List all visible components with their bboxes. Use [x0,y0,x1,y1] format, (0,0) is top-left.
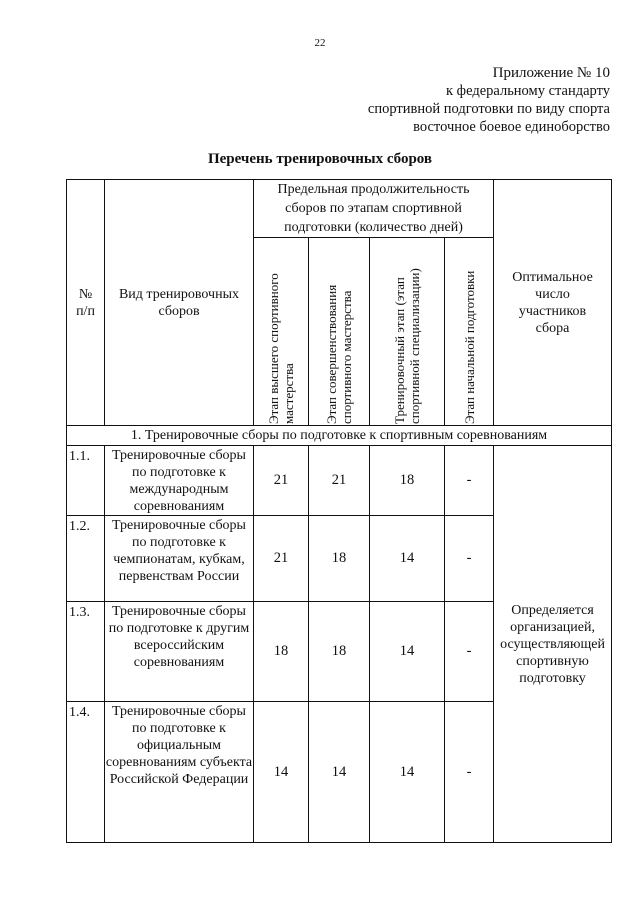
row-value-stage-4: - [445,446,494,516]
row-name: Тренировочные сборы по подготовке к международным соревнованиям [105,446,254,516]
header-stage-3-cell [370,238,445,426]
row-value-stage-3: 14 [370,602,445,702]
appendix-line-2: к федеральному стандарту [446,83,610,99]
header-duration: Предельная продолжительность сборов по этапам спортивной подготовки (количество дней) [254,180,494,238]
row-num: 1.3. [67,602,105,702]
row-value-stage-2: 18 [309,602,370,702]
document-title: Перечень тренировочных сборов [207,151,433,167]
row-value-stage-4: - [445,702,494,843]
row-value-stage-2: 18 [309,516,370,602]
header-num: № п/п [67,180,105,426]
row-value-stage-2: 21 [309,446,370,516]
table-row [67,446,612,516]
row-name: Тренировочные сборы по подготовке к чемпионатам, кубкам, первенствам России [105,516,254,602]
row-value-stage-1: 21 [254,446,309,516]
training-camps-table [66,179,612,843]
row-value-stage-3: 18 [370,446,445,516]
appendix-header [368,64,610,136]
optimal-note: Определяется организацией, осуществляющей спортивную подготовку [494,446,612,843]
appendix-line-3: спортивной подготовки по виду спорта [367,101,610,117]
appendix-line-1: Приложение № 10 [492,65,610,81]
row-num: 1.2. [67,516,105,602]
header-stage-4-cell [445,238,494,426]
row-value-stage-2: 14 [309,702,370,843]
header-stage-1: Этап высшего спортивного мастерства [266,272,296,424]
header-row-1 [67,180,612,238]
row-value-stage-3: 14 [370,702,445,843]
row-value-stage-1: 18 [254,602,309,702]
section-title: 1. Тренировочные сборы по подготовке к спортивным соревнованиям [67,426,612,446]
header-stage-2-cell [309,238,370,426]
page-number: 22 [314,37,326,49]
header-type: Вид тренировочных сборов [105,180,254,426]
header-stage-1-cell [254,238,309,426]
row-num: 1.4. [67,702,105,843]
row-value-stage-4: - [445,516,494,602]
row-value-stage-1: 21 [254,516,309,602]
header-optimal: Оптимальное число участников сбора [494,180,612,426]
header-stage-3: Тренировочный этап (этап спортивной специализации) [392,267,422,424]
appendix-line-4: восточное боевое единоборство [413,119,610,135]
row-name: Тренировочные сборы по подготовке к официальным соревнованиям субъекта Российской Федерации [105,702,254,843]
row-num: 1.1. [67,446,105,516]
row-value-stage-1: 14 [254,702,309,843]
row-value-stage-3: 14 [370,516,445,602]
section-row [67,426,612,446]
header-stage-4: Этап начальной подготовки [461,270,477,424]
row-value-stage-4: - [445,602,494,702]
header-stage-2: Этап совершенствования спортивного мастерства [324,284,354,424]
row-name: Тренировочные сборы по подготовке к другим всероссийским соревнованиям [105,602,254,702]
